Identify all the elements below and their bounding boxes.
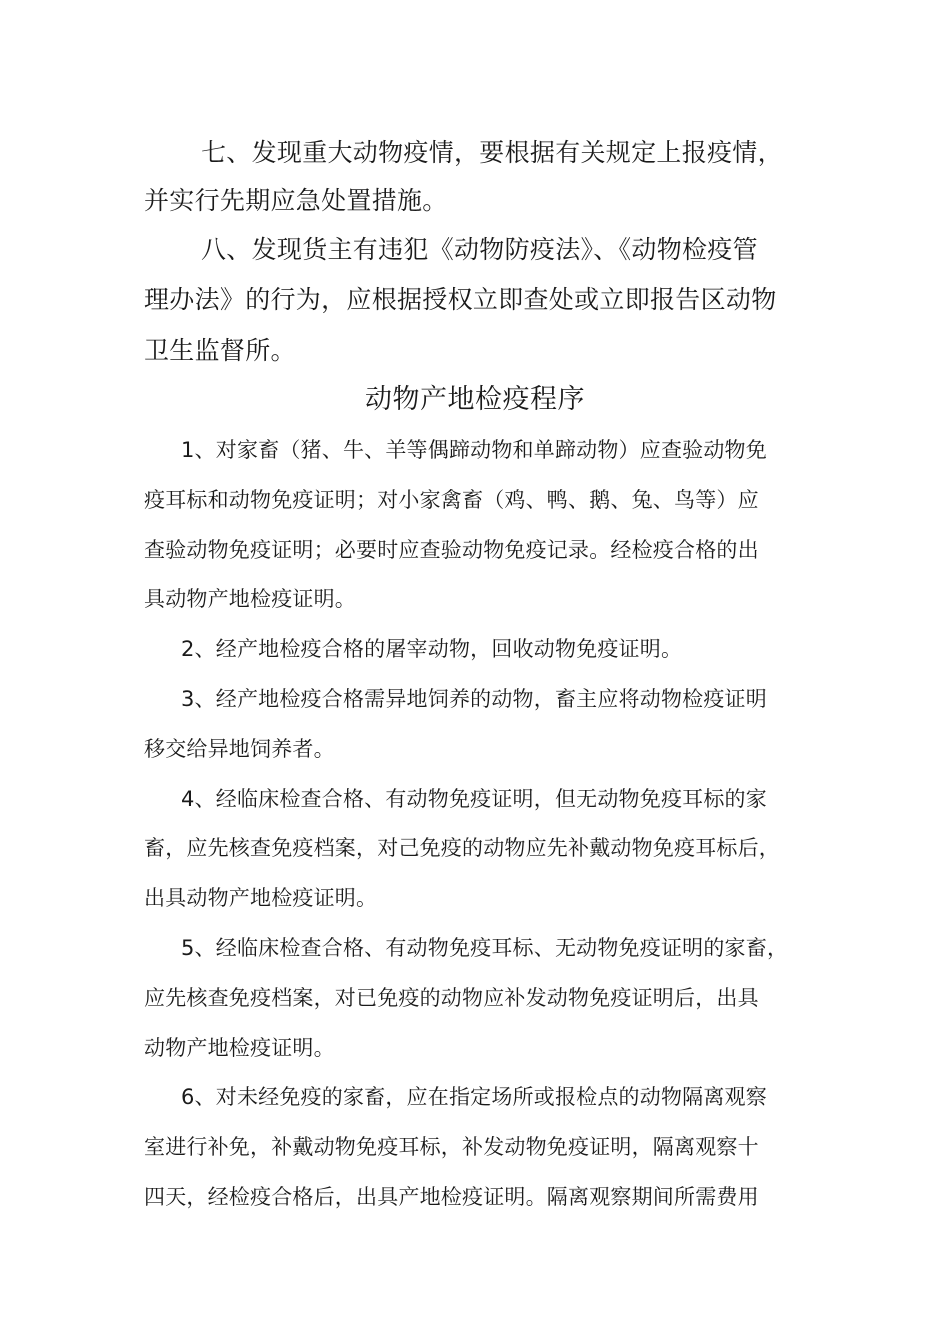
paragraph-line: 1、对家畜（猪、牛、羊等偶蹄动物和单蹄动物）应查验动物免 [181, 438, 767, 462]
paragraph-line: 理办法》的行为，应根据授权立即查处或立即报告区动物 [144, 285, 777, 314]
paragraph-line: 具动物产地检疫证明。 [144, 587, 356, 611]
paragraph-line: 四天，经检疫合格后，出具产地检疫证明。隔离观察期间所需费用 [144, 1185, 759, 1209]
paragraph-line: 6、对未经免疫的家畜，应在指定场所或报检点的动物隔离观察 [181, 1085, 767, 1109]
paragraph-line: 八、发现货主有违犯《动物防疫法》、《动物检疫管 [201, 235, 758, 264]
paragraph-line: 2、经产地检疫合格的屠宰动物，回收动物免疫证明。 [181, 637, 683, 661]
paragraph-line: 4、经临床检查合格、有动物免疫证明，但无动物免疫耳标的家 [181, 787, 767, 811]
paragraph-line: 疫耳标和动物免疫证明；对小家禽畜（鸡、鸭、鹅、兔、鸟等）应 [144, 488, 759, 512]
paragraph-line: 动物产地检疫证明。 [144, 1036, 335, 1060]
paragraph-line: 5、经临床检查合格、有动物免疫耳标、无动物免疫证明的家畜， [181, 936, 789, 960]
paragraph-line: 畜，应先核查免疫档案，对己免疫的动物应先补戴动物免疫耳标后， [144, 836, 780, 860]
paragraph-line: 应先核查免疫档案，对已免疫的动物应补发动物免疫证明后，出具 [144, 986, 759, 1010]
paragraph-line: 出具动物产地检疫证明。 [144, 886, 378, 910]
paragraph-line: 七、发现重大动物疫情，要根据有关规定上报疫情， [201, 138, 783, 167]
paragraph-line: 卫生监督所。 [144, 336, 296, 365]
section-title: 动物产地检疫程序 [365, 384, 585, 415]
paragraph-line: 3、经产地检疫合格需异地饲养的动物，畜主应将动物检疫证明 [181, 687, 767, 711]
paragraph-line: 移交给异地饲养者。 [144, 737, 335, 761]
paragraph-line: 室进行补免，补戴动物免疫耳标，补发动物免疫证明，隔离观察十 [144, 1135, 759, 1159]
paragraph-line: 查验动物免疫证明；必要时应查验动物免疫记录。经检疫合格的出 [144, 538, 759, 562]
paragraph-line: 并实行先期应急处置措施。 [144, 186, 448, 215]
